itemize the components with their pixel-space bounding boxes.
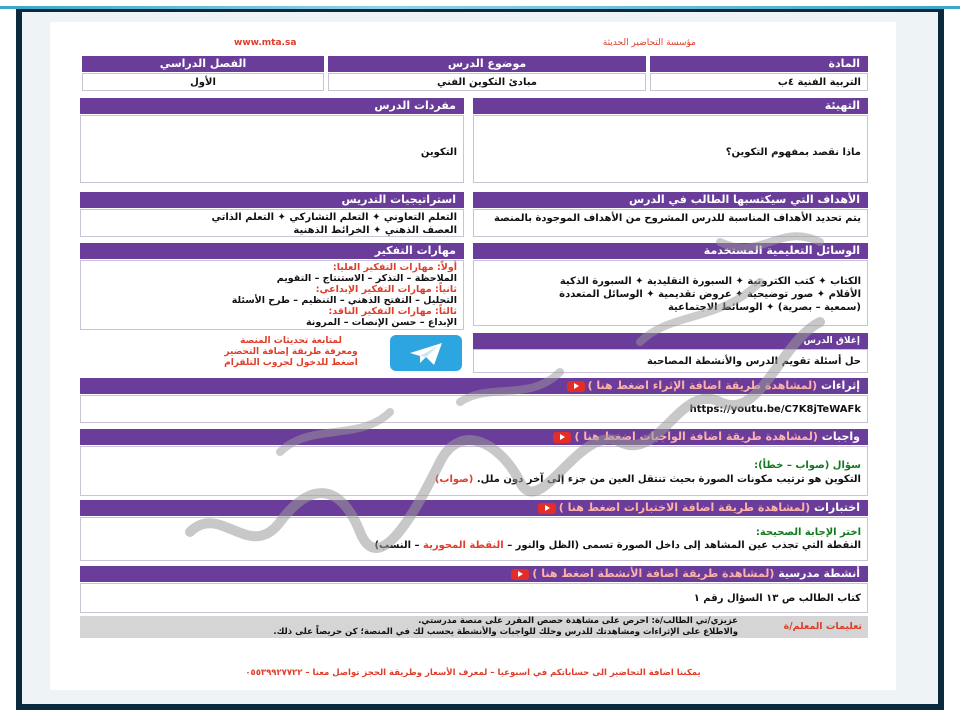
- enrichment-header: [80, 378, 868, 394]
- teacher-notes-bar: [80, 616, 868, 638]
- telegram-line-2: ومعرفة طريقة إضافة التحضير: [224, 347, 358, 357]
- subject-value: التربية الفنية ٤ب: [777, 77, 861, 88]
- homework-answer: (صواب): [434, 474, 474, 485]
- homework-box: [80, 446, 868, 496]
- thinking-line-1: الملاحظة – التذكر – الاستنتاج – التقويم: [276, 273, 457, 284]
- enrichment-title: إثراءات: [821, 379, 860, 392]
- thinking-title: مهارات التفكير: [80, 243, 464, 259]
- top-accent-bar: [0, 6, 960, 9]
- tests-question-text: النقطة التي تجذب عين المشاهد إلى داخل الصورة تسمى (الظل والنور –: [507, 540, 861, 551]
- strategies-line2: العصف الذهني ✦ الخرائط الذهنية: [293, 225, 457, 236]
- homework-video-link[interactable]: (لمشاهدة طريقة اضافة الواجبات اضغط هنا ): [550, 430, 817, 443]
- activities-header: [80, 566, 868, 582]
- semester-value: الأول: [190, 77, 216, 88]
- activities-video-link[interactable]: (لمشاهدة طريقة اضافة الأنشطة اضغط هنا ): [508, 567, 774, 580]
- strategies-line1: التعلم التعاوني ✦ التعلم التشاركي ✦ التعلم الذاتي: [211, 212, 457, 223]
- telegram-icon[interactable]: [390, 335, 462, 371]
- homework-question: [435, 473, 861, 486]
- youtube-icon: [511, 569, 529, 580]
- tests-answer: النقطة المحورية: [423, 540, 504, 551]
- homework-question-label: سؤال (صواب – خطأ):: [754, 460, 861, 471]
- aids-box: [473, 260, 868, 326]
- tests-title: اختبارات: [814, 501, 860, 514]
- thinking-line-2: التحليل – التفتح الذهني – التنظيم – طرح الأسئلة: [231, 295, 457, 306]
- footer-contact: يمكننا اضافة التحاضير الى حساباتكم في اسبوعيا – لمعرف الأسعار وطريقة الحجز تواصل معنا – ٠٥٥٣٩٩٢٧٧٢٢: [245, 668, 701, 678]
- tests-box: [80, 517, 868, 561]
- closing-title: إغلاق الدرس: [473, 333, 868, 349]
- strategies-title: استراتيجيات التدريس: [80, 192, 464, 208]
- objectives-box: [473, 209, 868, 237]
- aids-title: الوسائل التعليمية المستخدمة: [473, 243, 868, 259]
- publisher-name: مؤسسة التحاضير الحديثة: [602, 38, 696, 48]
- intro-title: التهيئة: [473, 98, 868, 114]
- enrichment-box: [80, 395, 868, 423]
- subject-label: المادة: [650, 56, 868, 72]
- semester-cell: [82, 73, 324, 91]
- thinking-box: [80, 260, 464, 330]
- youtube-icon: [553, 432, 571, 443]
- intro-box: [473, 115, 868, 183]
- tests-video-link[interactable]: (لمشاهدة طريقة اضافة الاختبارات اضغط هنا ): [535, 501, 810, 514]
- vocab-text: التكوين: [420, 147, 457, 158]
- thinking-line-3: الإبداع – حسن الإنصات – المرونة: [306, 317, 457, 328]
- paper-plane-icon: [390, 335, 462, 371]
- topic-cell: [328, 73, 646, 91]
- homework-question-text: التكوين هو ترتيب مكونات الصورة بحيث تنتقل العين من جزء إلى آخر دون ملل.: [476, 474, 861, 485]
- telegram-line-3: اضغط للدخول لجروب التلقرام: [224, 358, 358, 368]
- thinking-heading-1: أولاً: مهارات التفكير العليا:: [332, 262, 457, 273]
- aids-line2: الأقلام ✦ صور توضيحية ✦ عروض تقديمية ✦ الوسائل المتعددة: [559, 289, 861, 300]
- strategies-box: [80, 209, 464, 237]
- activities-text: كتاب الطالب ص ١٣ السؤال رقم ١: [693, 593, 861, 604]
- topic-label: موضوع الدرس: [328, 56, 646, 72]
- thinking-heading-2: ثانياً: مهارات التفكير الإبداعي:: [315, 284, 457, 295]
- objectives-title: الأهداف التي سيكتسبها الطالب في الدرس: [473, 192, 868, 208]
- tests-header: [80, 500, 868, 516]
- lesson-plan-sheet: [50, 22, 896, 690]
- closing-text: حل أسئلة تقويم الدرس والأنشطة المصاحبة: [646, 356, 861, 367]
- intro-text: ماذا نقصد بمفهوم التكوين؟: [725, 147, 861, 158]
- teacher-notes-title: تعليمات المعلم/ة: [783, 621, 862, 632]
- vocab-title: مفردات الدرس: [80, 98, 464, 114]
- objectives-text: يتم تحديد الأهداف المناسبة للدرس المشروح من الأهداف الموجودة بالمنصة: [494, 213, 861, 224]
- thinking-heading-3: ثالثاً: مهارات التفكير الناقد:: [328, 306, 457, 317]
- closing-box: [473, 349, 868, 373]
- teacher-notes-line-1: عزيزي/تي الطالب/ة: احرص على مشاهدة حصص المقرر على منصة مدرستي.: [418, 616, 738, 626]
- activities-title: أنشطة مدرسية: [778, 567, 860, 580]
- topic-value: مبادئ التكوين الفني: [437, 77, 537, 88]
- youtube-icon: [567, 381, 585, 392]
- tests-question: [374, 539, 861, 552]
- enrichment-url[interactable]: https://youtu.be/C7K8jTeWAFk: [689, 404, 861, 415]
- enrichment-video-link[interactable]: (لمشاهدة طريقة اضافة الإثراء اضغط هنا ): [564, 379, 818, 392]
- vocab-box: [80, 115, 464, 183]
- subject-cell: [650, 73, 868, 91]
- aids-line3: (سمعية – بصرية) ✦ الوسائط الاجتماعية: [667, 302, 861, 313]
- website-link[interactable]: www.mta.sa: [234, 38, 297, 48]
- homework-header: [80, 429, 868, 445]
- teacher-notes-line-2: والاطلاع على الإثراءات ومشاهدتك للدرس وحلك للواجبات والأنشطة يحسب لك في المنصة؛ كن حريصاً على ذلك.: [273, 627, 738, 637]
- semester-label: الفصل الدراسي: [82, 56, 324, 72]
- tests-question-end: – النسب): [374, 540, 420, 551]
- activities-box: [80, 583, 868, 613]
- aids-line1: الكتاب ✦ كتب الكترونية ✦ السبورة التقليدية ✦ السبورة الذكية: [559, 276, 861, 287]
- tests-question-label: اختر الإجابة الصحيحة:: [755, 527, 861, 538]
- youtube-icon: [538, 503, 556, 514]
- telegram-line-1: لمتابعة تحديثات المنصة: [240, 336, 342, 346]
- homework-title: واجبات: [821, 430, 860, 443]
